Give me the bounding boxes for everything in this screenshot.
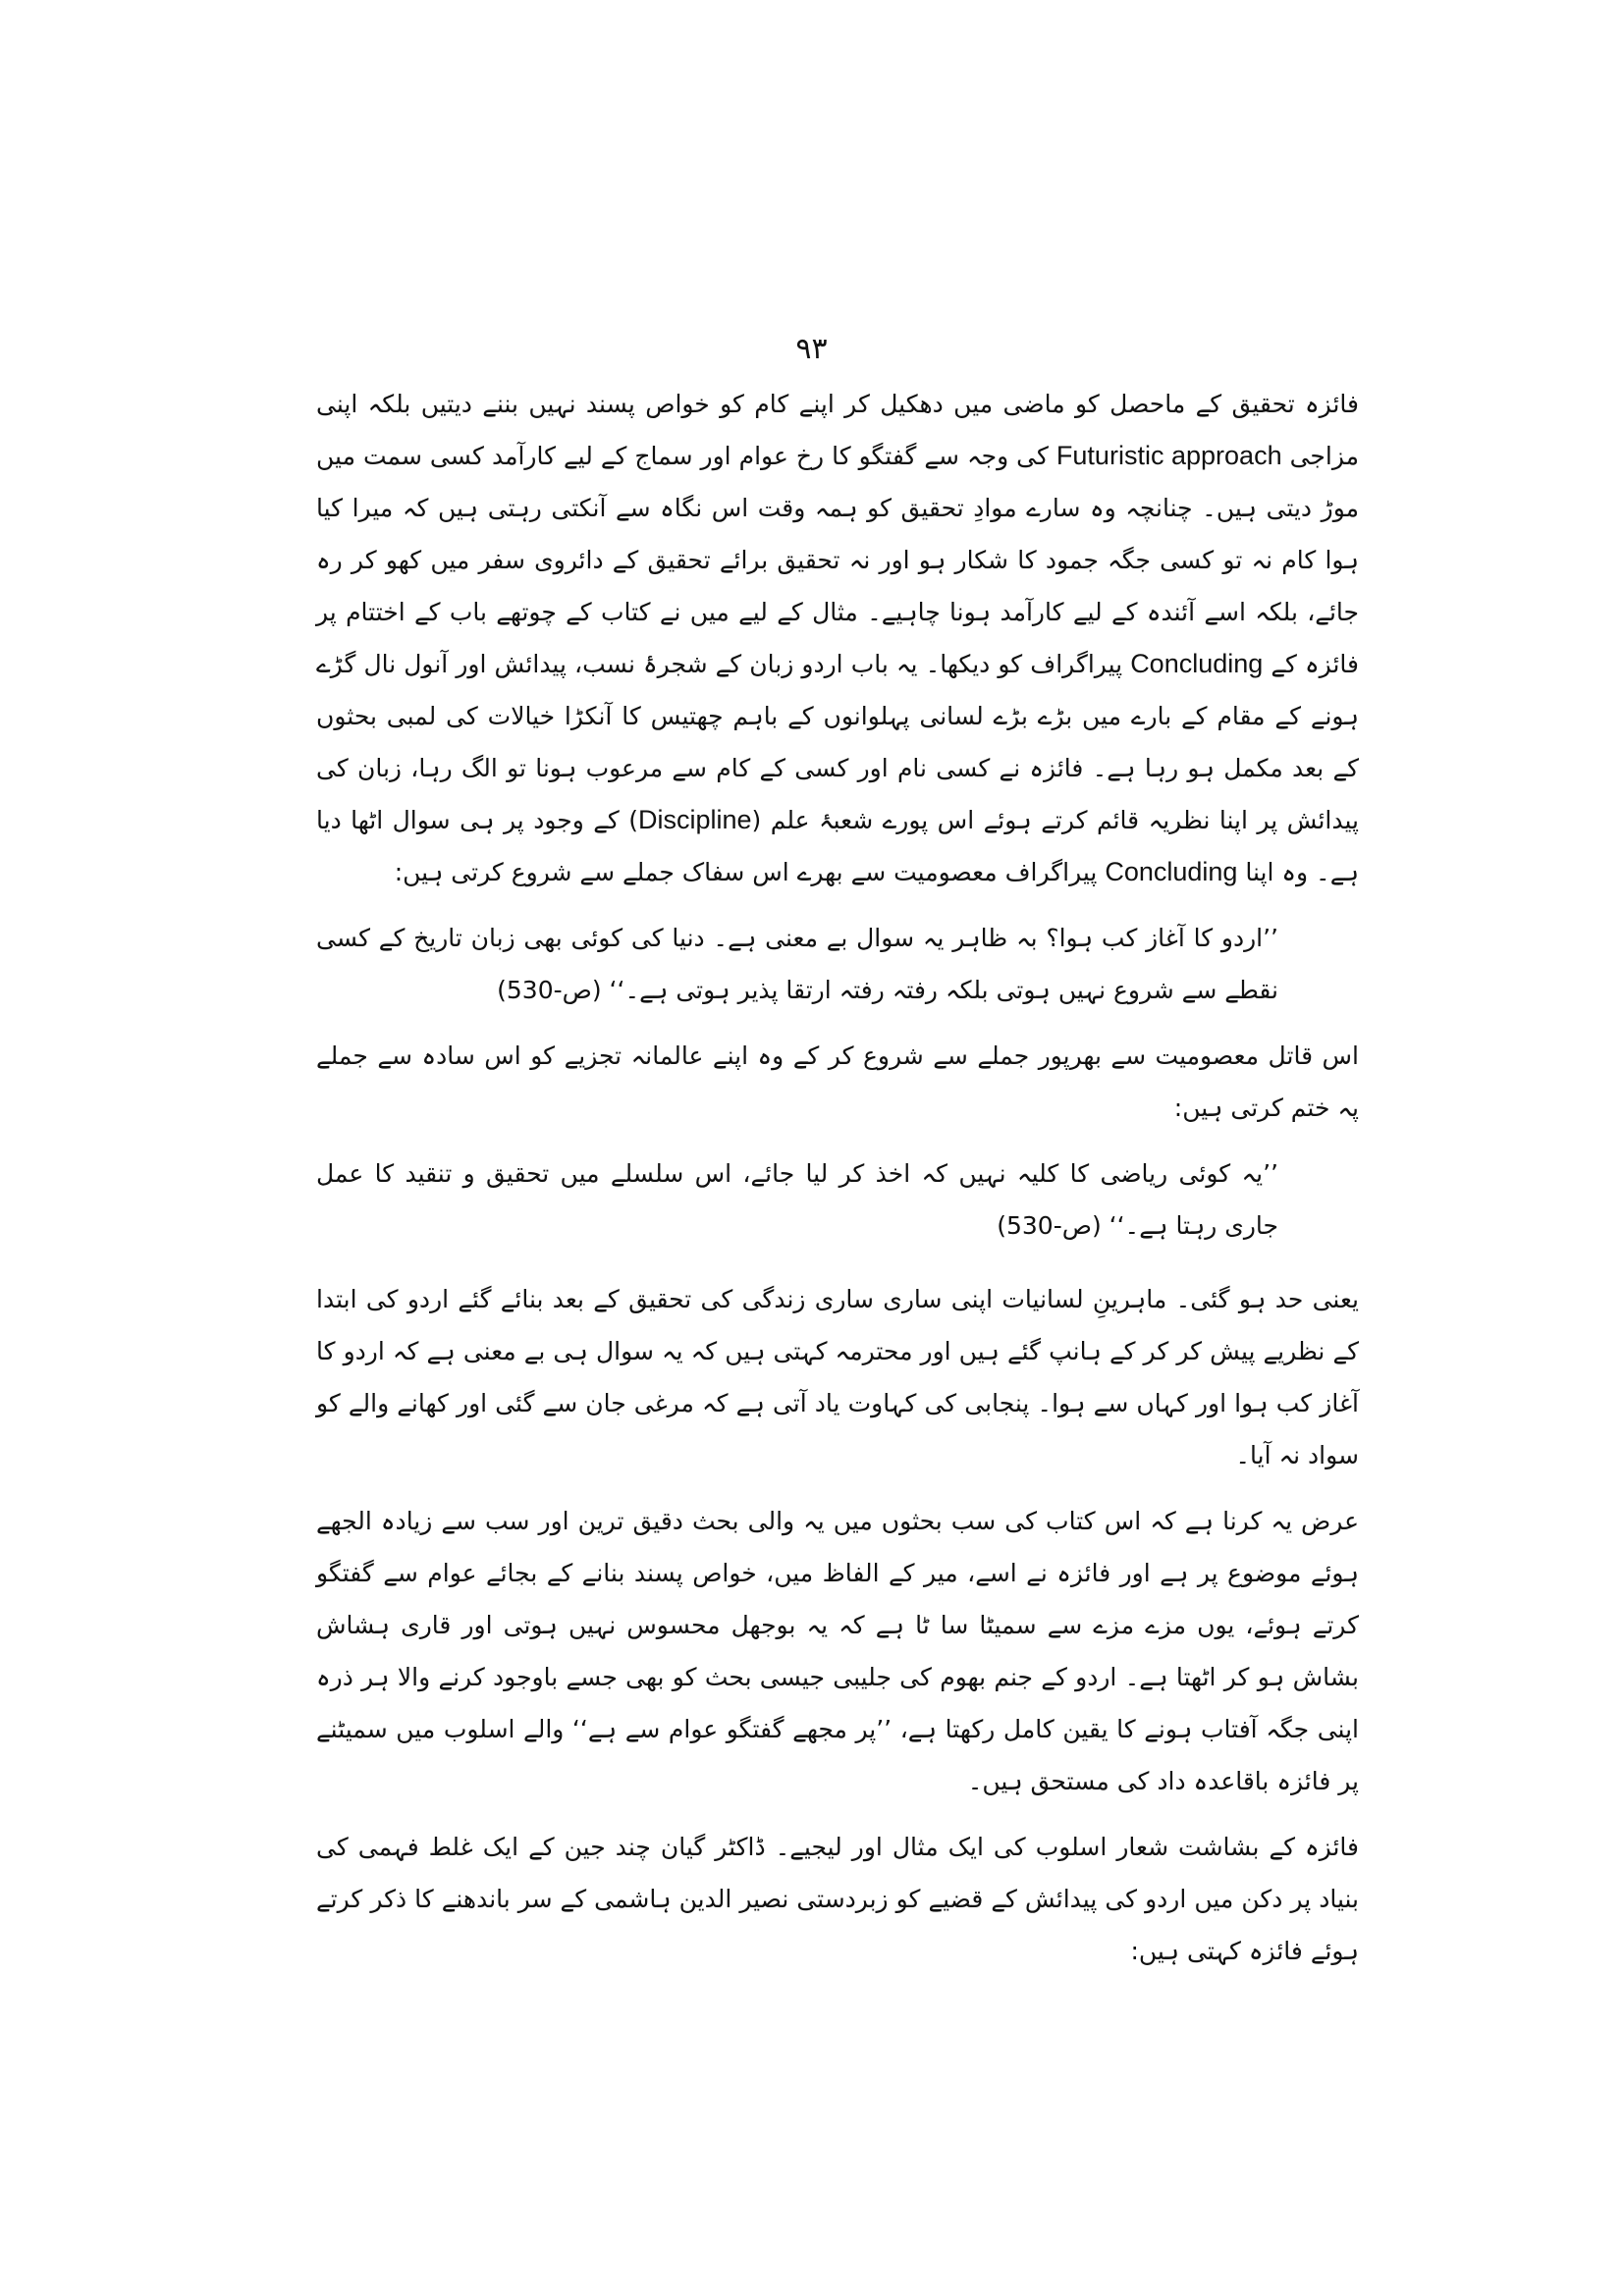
quote-2: ’’یہ کوئی ریاضی کا کلیہ نہیں کہ اخذ کر لیا جائے، اس سلسلے میں تحقیق و تنقید کا عمل جاری رہتا ہے۔‘‘ (ص-530)	[316, 1159, 1278, 1240]
paragraph-5: فائزہ کے بشاشت شعار اسلوب کی ایک مثال اور لیجیے۔ ڈاکٹر گیان چند جین کے ایک غلط فہمی کی بنیاد پر دکن میں اردو کی پیدائش کے قضیے کو زبردستی نصیر الدین ہاشمی کے سر باندھنے کا ذکر کرتے ہوئے فائزہ کہتی ہیں:	[316, 1833, 1359, 1965]
paragraph-1-part-5: پیراگراف معصومیت سے بھرے اس سفاک جملے سے شروع کرتی ہیں:	[394, 858, 1106, 886]
term-futuristic-approach: Futuristic approach	[1055, 441, 1282, 470]
quote-2-intro: اس قاتل معصومیت سے بھرپور جملے سے شروع کر کے وہ اپنے عالمانہ تجزیے کو اس سادہ سے جملے پہ ختم کرتی ہیں:	[316, 1041, 1359, 1122]
term-concluding: Concluding	[1130, 649, 1264, 678]
page-number: ۹۳	[795, 332, 828, 366]
paragraph-1-part-1: فائزہ تحقیق کے ماحصل کو ماضی میں دھکیل کر اپنے کام کو خواص پسند نہیں بننے دیتیں بلکہ اپنی مزاجی	[316, 390, 1360, 470]
paragraph-1	[316, 378, 1359, 898]
page-body	[316, 378, 1359, 1977]
quote-1: ’’اردو کا آغاز کب ہوا؟ بہ ظاہر یہ سوال بے معنی ہے۔ دنیا کی کوئی بھی زبان تاریخ کے کسی نقطے سے شروع نہیں ہوتی بلکہ رفتہ رفتہ ارتقا پذیر ہوتی ہے۔‘‘ (ص-530)	[316, 924, 1278, 1004]
paragraph-4: عرض یہ کرنا ہے کہ اس کتاب کی سب بحثوں میں یہ والی بحث دقیق ترین اور سب سے زیادہ الجھے ہوئے موضوع پر ہے اور فائزہ نے اسے، میر کے الفاظ میں، خواص پسند بنانے کے بجائے عوام سے گفتگو کرتے ہوئے، یوں مزے مزے سے سمیٹا سا ٹا ہے کہ یہ بوجھل محسوس نہیں ہوتی اور قاری ہشاش بشاش ہو کر اٹھتا ہے۔ اردو کے جنم بھوم کی جلیبی جیسی بحث کو بھی جسے باوجود کرنے والا ہر ذرہ اپنی جگہ آفتاب ہونے کا یقین کامل رکھتا ہے، ’’پر مجھے گفتگو عوام سے ہے‘‘ والے اسلوب میں سمیٹنے پر فائزہ باقاعدہ داد کی مستحق ہیں۔	[316, 1507, 1359, 1795]
term-concluding-2: Concluding	[1105, 857, 1238, 886]
paragraph-1-part-2: کی وجہ سے گفتگو کا رخ عوام اور سماج کے لیے کارآمد کسی سمت میں موڑ دیتی ہیں۔ چنانچہ وہ سارے موادِ تحقیق کو ہمہ وقت اس نگاہ سے آنکتی رہتی ہیں کہ میرا کیا ہوا کام نہ تو کسی جگہ جمود کا شکار ہو اور نہ تحقیق برائے تحقیق کے دائروی سفر میں کھو کر رہ جائے، بلکہ اسے آئندہ کے لیے کارآمد ہونا چاہیے۔ مثال کے لیے میں نے کتاب کے چوتھے باب کے اختتام پر فائزہ کے	[316, 442, 1359, 678]
term-discipline: Discipline	[637, 805, 752, 834]
paragraph-1-part-3: پیراگراف کو دیکھا۔ یہ باب اردو زبان کے شجرۂ نسب، پیدائش اور آنول نال گڑے ہونے کے مقام کے بارے میں بڑے بڑے لسانی پہلوانوں کے باہم چھتیس کا آنکڑا خیالات کی لمبی بحثوں کے بعد مکمل ہو رہا ہے۔ فائزہ نے کسی نام اور کسی کے کام سے مرعوب ہونا تو الگ رہا، زبان کی پیدائش پر اپنا نظریہ قائم کرتے ہوئے اس پورے شعبۂ علم (	[316, 650, 1359, 834]
paragraph-3: یعنی حد ہو گئی۔ ماہرینِ لسانیات اپنی ساری ساری زندگی کی تحقیق کے بعد بنائے گئے اردو کی ابتدا کے نظریے پیش کر کر کے ہانپ گئے ہیں اور محترمہ کہتی ہیں کہ یہ سوال ہی بے معنی ہے کہ اردو کا آغاز کب ہوا اور کہاں سے ہوا۔ پنجابی کی کہاوت یاد آتی ہے کہ مرغی جان سے گئی اور کھانے والے کو سواد نہ آیا۔	[316, 1285, 1359, 1469]
paragraph-1-part-4: ) کے وجود پر ہی سوال اٹھا دیا ہے۔ وہ اپنا	[316, 806, 1359, 886]
